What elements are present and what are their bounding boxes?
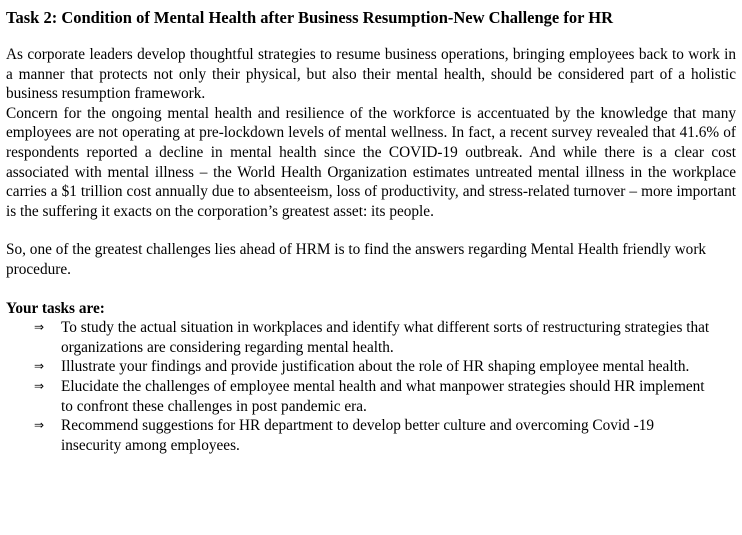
intro-paragraph: As corporate leaders develop thoughtful strategies to resume business operations, bringing employees back to work in a manner that protects not only their physical, but also their mental health, should be considered part of a holistic business resumption framework.: [6, 46, 736, 103]
concern-paragraph: Concern for the ongoing mental health and resilience of the workforce is accentuated by the knowledge that many employees are not operating at pre-lockdown levels of mental wellness. In fact, a recent survey revealed that 41.6% of respondents reported a decline in mental health since the COVID-19 outbreak. And while there is a clear cost associated with mental illness – the World Health Organization estimates untreated mental illness in the workplace carries a $1 trillion cost annually due to absenteeism, loss of productivity, and stress-related turnover – more important is the suffering it exacts on the corporation’s greatest asset: its people.: [6, 104, 736, 220]
task-item: [34, 318, 736, 357]
tasks-heading: Your tasks are:: [6, 299, 105, 317]
task-item: [34, 357, 736, 377]
right-double-arrow-icon: ⇒: [34, 418, 45, 433]
task-title: Task 2: Condition of Mental Health after Business Resumption-New Challenge for HR: [6, 8, 614, 27]
task-text: Elucidate the challenges of employee mental health and what manpower strategies should HR implement to confront these challenges in post pandemic era.: [61, 377, 705, 415]
task-text: To study the actual situation in workplaces and identify what different sorts of restructuring strategies that organizations are considering regarding mental health.: [61, 319, 710, 356]
task-item: [34, 377, 736, 416]
right-double-arrow-icon: ⇒: [34, 378, 45, 393]
task-list: [6, 318, 736, 455]
task-item: [34, 416, 736, 455]
challenge-paragraph: So, one of the greatest challenges lies ahead of HRM is to find the answers regarding Mental Health friendly work procedure.: [6, 241, 707, 278]
right-double-arrow-icon: ⇒: [34, 359, 45, 374]
task-text: Recommend suggestions for HR department to develop better culture and overcoming Covid -19 insecurity among employees.: [61, 417, 655, 454]
right-double-arrow-icon: ⇒: [34, 320, 45, 335]
task-text: Illustrate your findings and provide justification about the role of HR shaping employee mental health.: [61, 358, 690, 376]
